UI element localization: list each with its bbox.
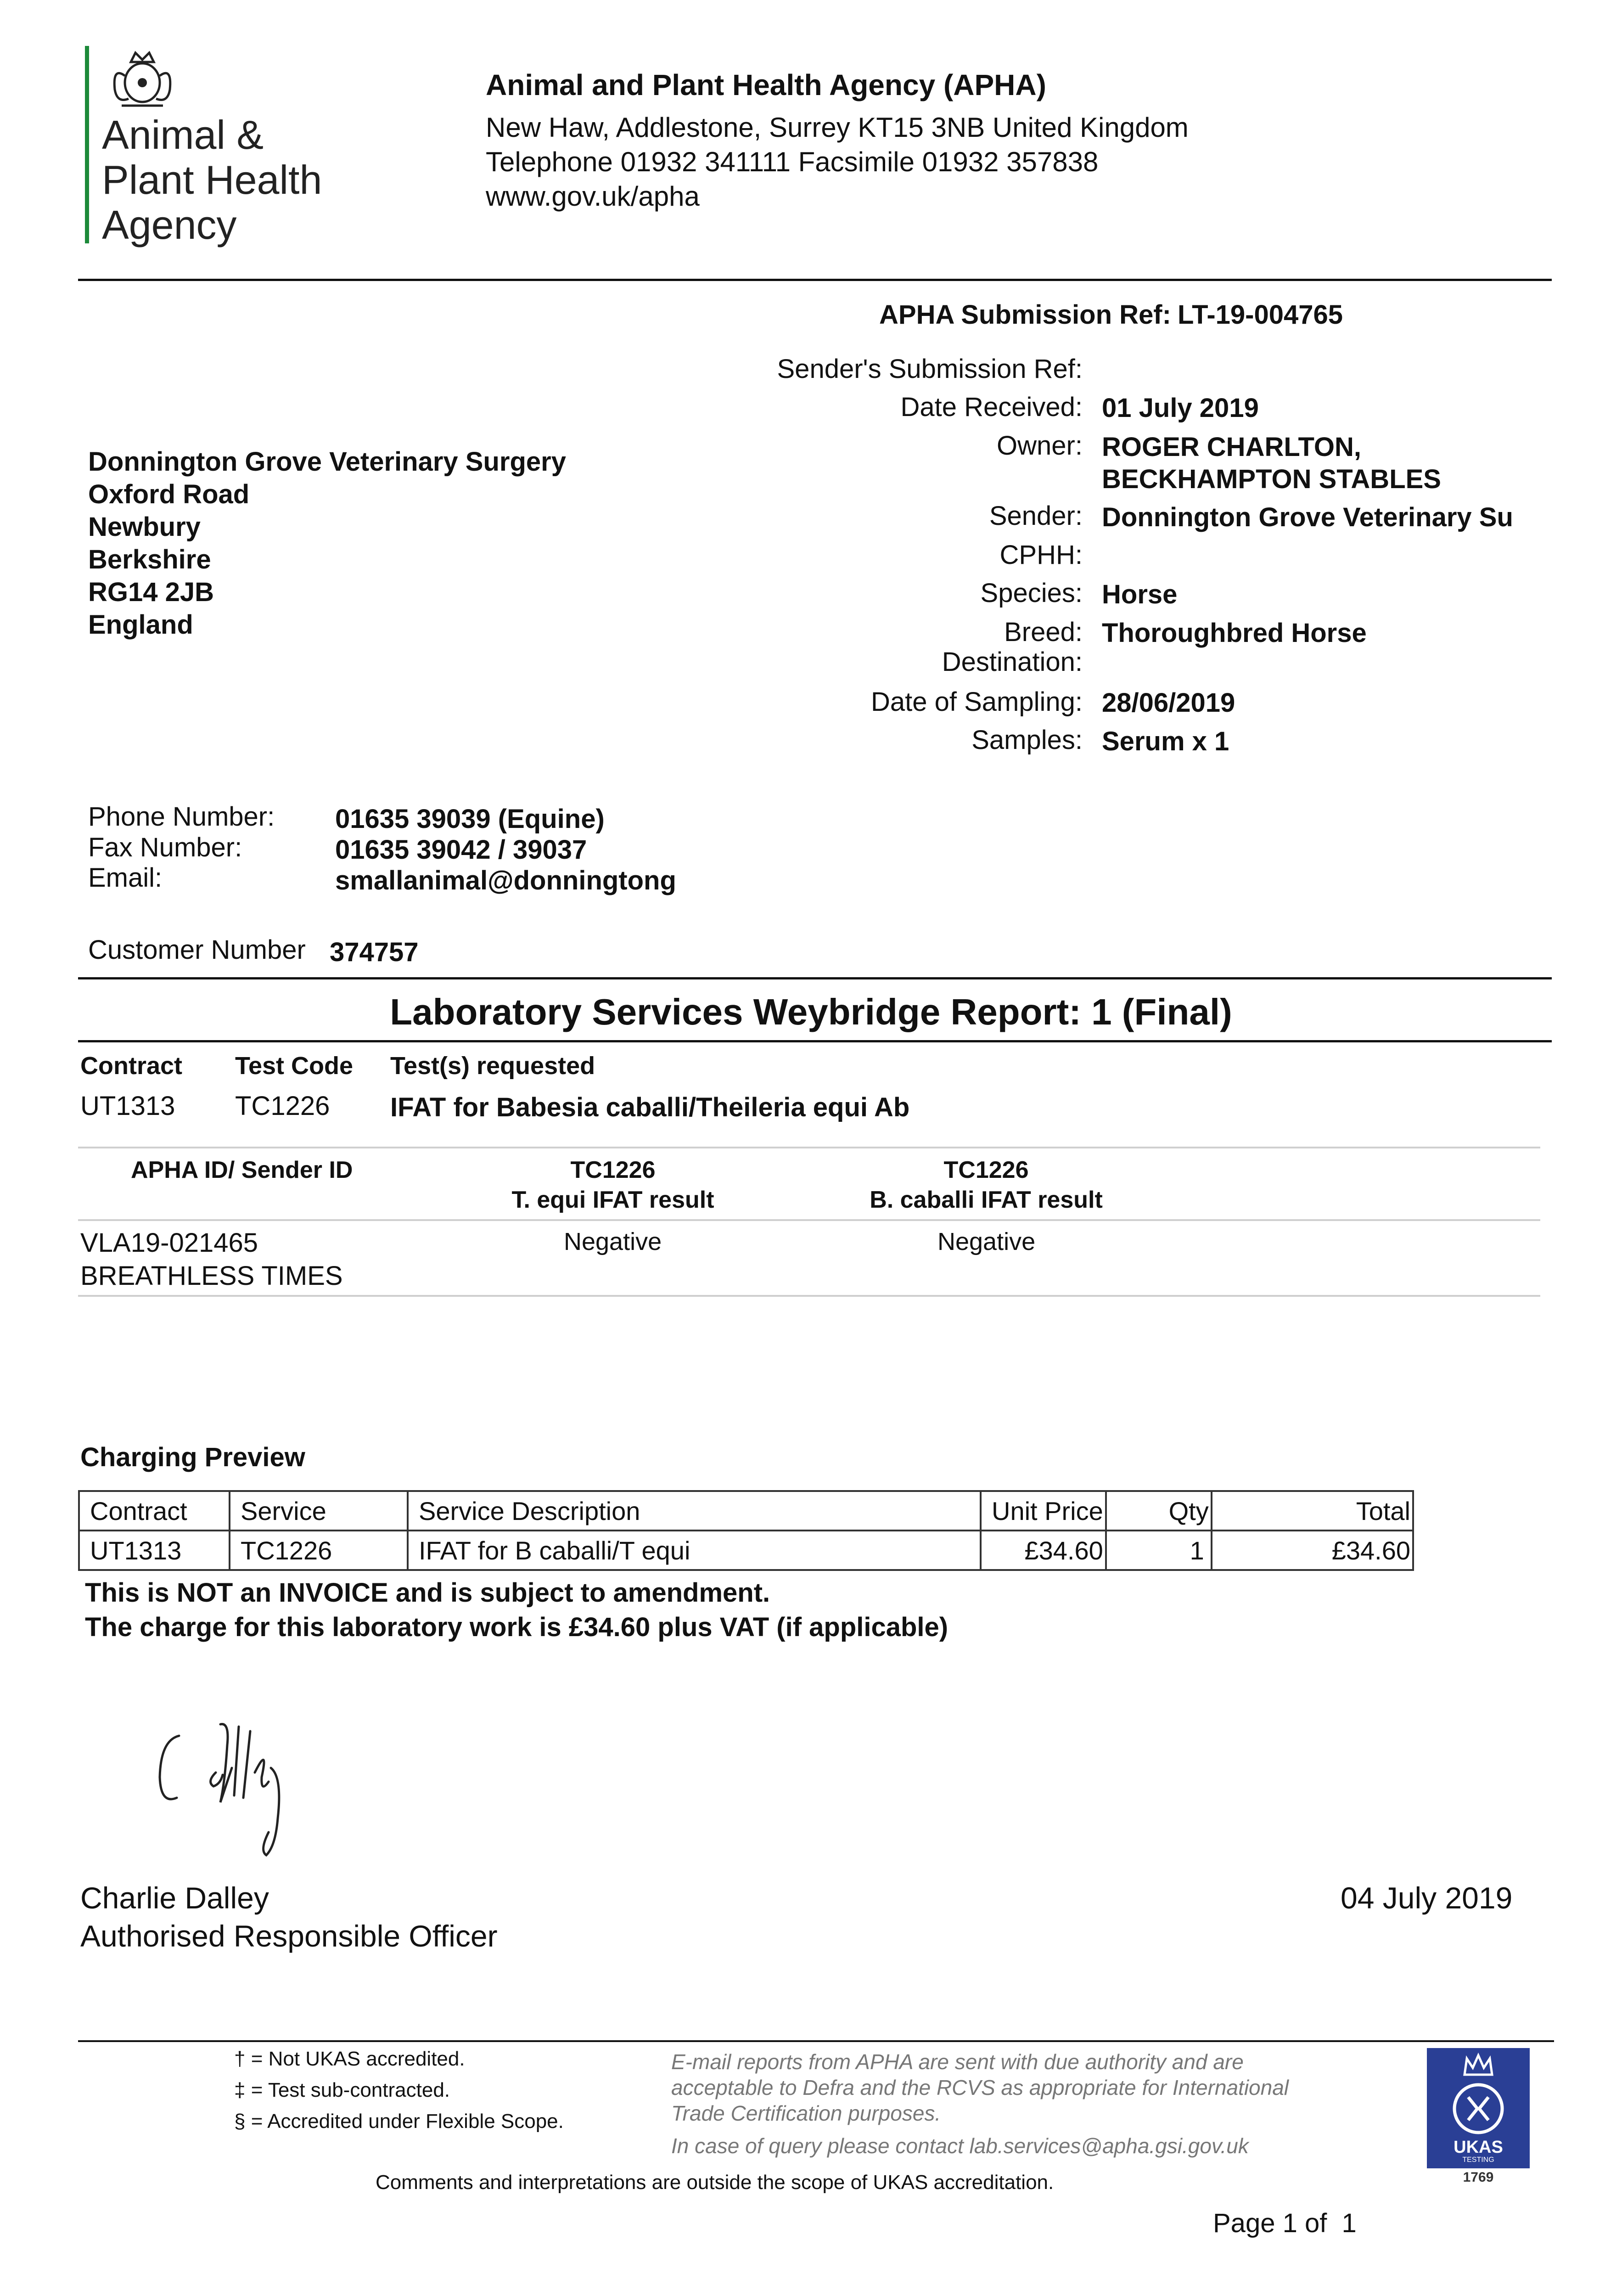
field-label-destination: Destination: (942, 647, 1083, 677)
query-note: In case of query please contact lab.services@apha.gsi.gov.uk (671, 2134, 1249, 2158)
field-label-date-sampling: Date of Sampling: (870, 687, 1083, 717)
customer-number-label: Customer Number (88, 935, 306, 965)
fax-label: Fax Number: (88, 833, 242, 862)
col-id-header: APHA ID/ Sender ID (131, 1157, 353, 1183)
tests-value: IFAT for Babesia caballi/Theileria equi Ab (390, 1092, 910, 1122)
field-label-samples: Samples: (971, 725, 1083, 755)
legend-item: † = Not UKAS accredited. (234, 2048, 465, 2070)
officer-name: Charlie Dalley (80, 1881, 269, 1915)
col1-name-header: T. equi IFAT result (511, 1187, 714, 1213)
legend-item: § = Accredited under Flexible Scope. (234, 2110, 564, 2133)
field-value-samples: Serum x 1 (1102, 726, 1229, 756)
field-value-owner-2: BECKHAMPTON STABLES (1102, 464, 1441, 494)
col1-code-header: TC1226 (570, 1157, 656, 1183)
email-note-line: acceptable to Defra and the RCVS as appropriate for International (671, 2076, 1289, 2099)
invoice-note: This is NOT an INVOICE and is subject to amendment. (85, 1578, 770, 1608)
charging-header-row (79, 1491, 1413, 1531)
results-divider-mid (78, 1219, 1540, 1221)
agency-name: Animal and Plant Health Agency (APHA) (486, 68, 1046, 101)
field-label-cphh: CPHH: (999, 540, 1083, 570)
field-value-sender: Donnington Grove Veterinary Su (1102, 502, 1513, 532)
field-value-date-sampling: 28/06/2019 (1102, 688, 1235, 718)
field-value-date-received: 01 July 2019 (1102, 393, 1259, 423)
charging-contract: UT1313 (79, 1531, 230, 1570)
email-value[interactable]: smallanimal@donningtong (335, 866, 676, 895)
col-contract-header: Contract (80, 1052, 183, 1080)
field-value-species: Horse (1102, 580, 1178, 609)
ukas-badge (1427, 2048, 1530, 2186)
customer-number-value: 374757 (330, 937, 419, 967)
agency-address: New Haw, Addlestone, Surrey KT15 3NB United Kingdom (486, 112, 1189, 143)
sender-id: BREATHLESS TIMES (80, 1261, 343, 1291)
email-note-line: Trade Certification purposes. (671, 2101, 941, 2125)
charging-col-unit-price: Unit Price (981, 1491, 1106, 1531)
phone-value: 01635 39039 (Equine) (335, 804, 605, 834)
officer-role: Authorised Responsible Officer (80, 1919, 498, 1953)
apha-id: VLA19-021465 (80, 1228, 258, 1258)
report-title: Laboratory Services Weybridge Report: 1 (Final) (390, 991, 1232, 1032)
submission-ref-label: APHA Submission Ref: (879, 300, 1171, 330)
agency-phone: Telephone 01932 341111 Facsimile 01932 357838 (486, 146, 1099, 177)
field-label-owner: Owner: (997, 431, 1083, 461)
charging-unit-price: £34.60 (981, 1531, 1106, 1570)
recipient-line: England (88, 610, 193, 640)
results-divider-bottom (78, 1295, 1540, 1297)
recipient-line: Berkshire (88, 545, 211, 574)
signature-image (152, 1717, 326, 1869)
legend-item: ‡ = Test sub-contracted. (234, 2079, 450, 2101)
signoff-date: 04 July 2019 (1341, 1881, 1513, 1915)
charging-col-qty: Qty (1106, 1491, 1212, 1531)
charging-table (78, 1490, 1414, 1571)
field-value-breed: Thoroughbred Horse (1102, 618, 1367, 648)
charging-col-description: Service Description (408, 1491, 981, 1531)
charging-total: £34.60 (1212, 1531, 1413, 1570)
testcode-value: TC1226 (235, 1091, 330, 1121)
logo-green-bar (85, 46, 89, 243)
charging-description: IFAT for B caballi/T equi (408, 1531, 981, 1570)
logo-line-2: Plant Health (102, 157, 322, 203)
ukas-text: UKAS (1454, 2138, 1503, 2157)
ukas-crown-icon (1460, 2052, 1497, 2079)
result-t-equi: Negative (564, 1228, 662, 1255)
charging-col-service: Service (230, 1491, 408, 1531)
fax-value: 01635 39042 / 39037 (335, 835, 587, 865)
col-testcode-header: Test Code (235, 1052, 354, 1080)
recipient-line: Oxford Road (88, 479, 250, 509)
recipient-line: RG14 2JB (88, 577, 214, 607)
charging-title: Charging Preview (80, 1442, 305, 1472)
charging-service: TC1226 (230, 1531, 408, 1570)
field-label-sender: Sender: (989, 501, 1083, 531)
recipient-line: Donnington Grove Veterinary Surgery (88, 447, 566, 477)
field-label-breed: Breed: (1004, 617, 1083, 647)
report-bottom-rule (78, 1040, 1552, 1042)
phone-label: Phone Number: (88, 802, 275, 832)
table-row (79, 1531, 1413, 1570)
recipient-address (88, 445, 566, 641)
results-divider-top (78, 1147, 1540, 1148)
footer-divider (78, 2040, 1554, 2042)
col2-code-header: TC1226 (943, 1157, 1029, 1183)
header-divider (78, 279, 1552, 281)
col-tests-header: Test(s) requested (390, 1052, 595, 1080)
field-value-owner: ROGER CHARLTON, (1102, 432, 1361, 462)
ukas-sub-text: TESTING (1462, 2156, 1494, 2164)
agency-website[interactable]: www.gov.uk/apha (486, 181, 700, 212)
royal-crest-icon (103, 44, 181, 113)
col2-name-header: B. caballi IFAT result (870, 1187, 1103, 1213)
result-b-caballi: Negative (937, 1228, 1036, 1255)
ukas-scope-note: Comments and interpretations are outside the scope of UKAS accreditation. (376, 2171, 1054, 2194)
field-label-sender-ref: Sender's Submission Ref: (777, 354, 1083, 384)
email-authority-note (671, 2049, 1289, 2126)
recipient-line: Newbury (88, 512, 201, 542)
charging-col-total: Total (1212, 1491, 1413, 1531)
ukas-number: 1769 (1463, 2170, 1494, 2185)
field-label-date-received: Date Received: (900, 392, 1083, 422)
charging-col-contract: Contract (79, 1491, 230, 1531)
ukas-emblem-icon (1451, 2081, 1506, 2136)
page-number: Page 1 of 1 (1213, 2208, 1357, 2238)
email-label: Email: (88, 863, 163, 893)
footer-legend (234, 2043, 564, 2137)
charge-note: The charge for this laboratory work is £34.60 plus VAT (if applicable) (85, 1612, 949, 1642)
agency-logo (83, 44, 367, 255)
contract-value: UT1313 (80, 1091, 175, 1121)
report-top-rule (78, 977, 1552, 979)
logo-line-1: Animal & (102, 112, 264, 158)
submission-ref-value: LT-19-004765 (1178, 300, 1343, 330)
logo-line-3: Agency (102, 202, 237, 248)
field-label-species: Species: (980, 578, 1083, 608)
email-note-line: E-mail reports from APHA are sent with due authority and are (671, 2050, 1244, 2074)
charging-qty: 1 (1106, 1531, 1212, 1570)
